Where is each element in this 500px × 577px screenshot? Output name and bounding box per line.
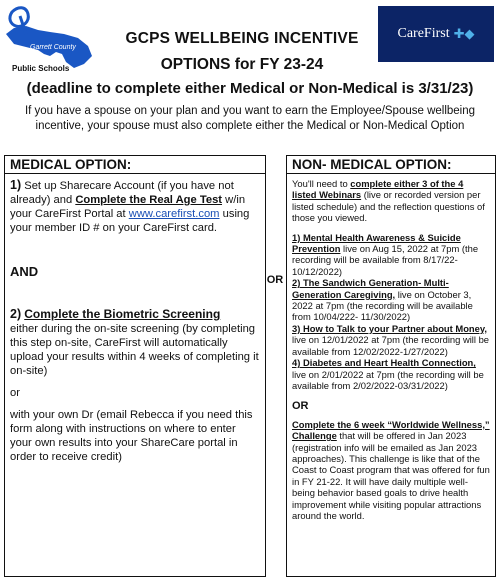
nonmedical-option-box [286, 155, 496, 577]
blue-cross-shield-icon: ✚◆ [453, 26, 475, 41]
medical-step-2: 2) Complete the Biometric Screening [10, 307, 221, 321]
logo-left-line2: Public Schools [12, 64, 70, 73]
or-between-options: OR [266, 274, 284, 286]
webinar-4: 4) Diabetes and Heart Health Connection, live on 2/01/2022 at 7pm (the recording will be available from 2/02/2022-03/31/2022) [292, 357, 484, 391]
real-age-test-text: Complete the Real Age Test [75, 194, 223, 206]
nonmedical-intro: You'll need to complete either 3 of the 4 listed Webinars (live or recorded version per listed schedule) and the reflection questions of those you viewed. [292, 178, 485, 224]
medical-option-heading: MEDICAL OPTION: [5, 156, 265, 174]
and-separator: AND [10, 264, 39, 279]
medical-or: or [10, 387, 20, 399]
biometric-screening-title: Complete the Biometric Screening [24, 307, 221, 321]
medical-step-1: 1) Set up Sharecare Account (if you have not already) and Complete the Real Age Test w/in your CareFirst Portal at www.carefirst.com using your member ID # on your CareFirst card. [10, 178, 250, 234]
carefirst-logo-text: CareFirst [397, 26, 450, 41]
medical-step-2-body: either during the on-site screening (by completing this step on-site, CareFirst will automatically upload your results within 4 weeks of completing it on-site) [10, 323, 259, 377]
medical-own-dr: with your own Dr (email Rebecca if you need this form along with instructions on where to enter your own results into your ShareCare portal in order to receive credit) [10, 409, 253, 463]
logo-left-line1: Garrett County [30, 44, 76, 51]
deadline-note: (deadline to complete either Medical or Non-Medical is 3/31/23) [26, 80, 474, 97]
webinar-2: 2) The Sandwich Generation- Multi-Generation Caregiving, live on October 3, 2022 at 7pm (the recording will be available from 10/04/222- 11/30/2022) [292, 277, 473, 323]
carefirst-link[interactable]: www.carefirst.com [128, 208, 220, 220]
worldwide-wellness-challenge: Complete the 6 week “Worldwide Wellness,” Challenge that will be offered in Jan 2023 (registration info will be emailed as Jan 2023 approaches). This challenge is like that of the Coast to Coast program that was offered for fun in FY 21-22. It will have daily multiple well-being behavior based goals to drive health improvement while visiting popular attractions around the world. [292, 418, 490, 521]
page-subtitle: OPTIONS for FY 23-24 [160, 56, 324, 73]
webinar-1: 1) Mental Health Awareness & Suicide Prevention live on Aug 15, 2022 at 7pm (the recording will be available from 8/17/22-10/12/2022) [292, 231, 479, 277]
page-title: GCPS WELLBEING INCENTIVE [125, 30, 359, 47]
gcps-logo [4, 4, 96, 82]
nonmedical-option-heading: NON- MEDICAL OPTION: [287, 156, 495, 174]
carefirst-logo [378, 6, 494, 62]
nonmedical-or: OR [292, 400, 309, 413]
spouse-note: If you have a spouse on your plan and you want to earn the Employee/Spouse wellbeing incentive, your spouse must also complete either the Medical or Non-Medical Option [24, 105, 476, 132]
webinar-3: 3) How to Talk to your Partner about Money, live on 12/01/2022 at 7pm (the recording will be available from 12/02/2022-1/27/2022) [292, 322, 489, 357]
medical-option-box [4, 155, 266, 577]
